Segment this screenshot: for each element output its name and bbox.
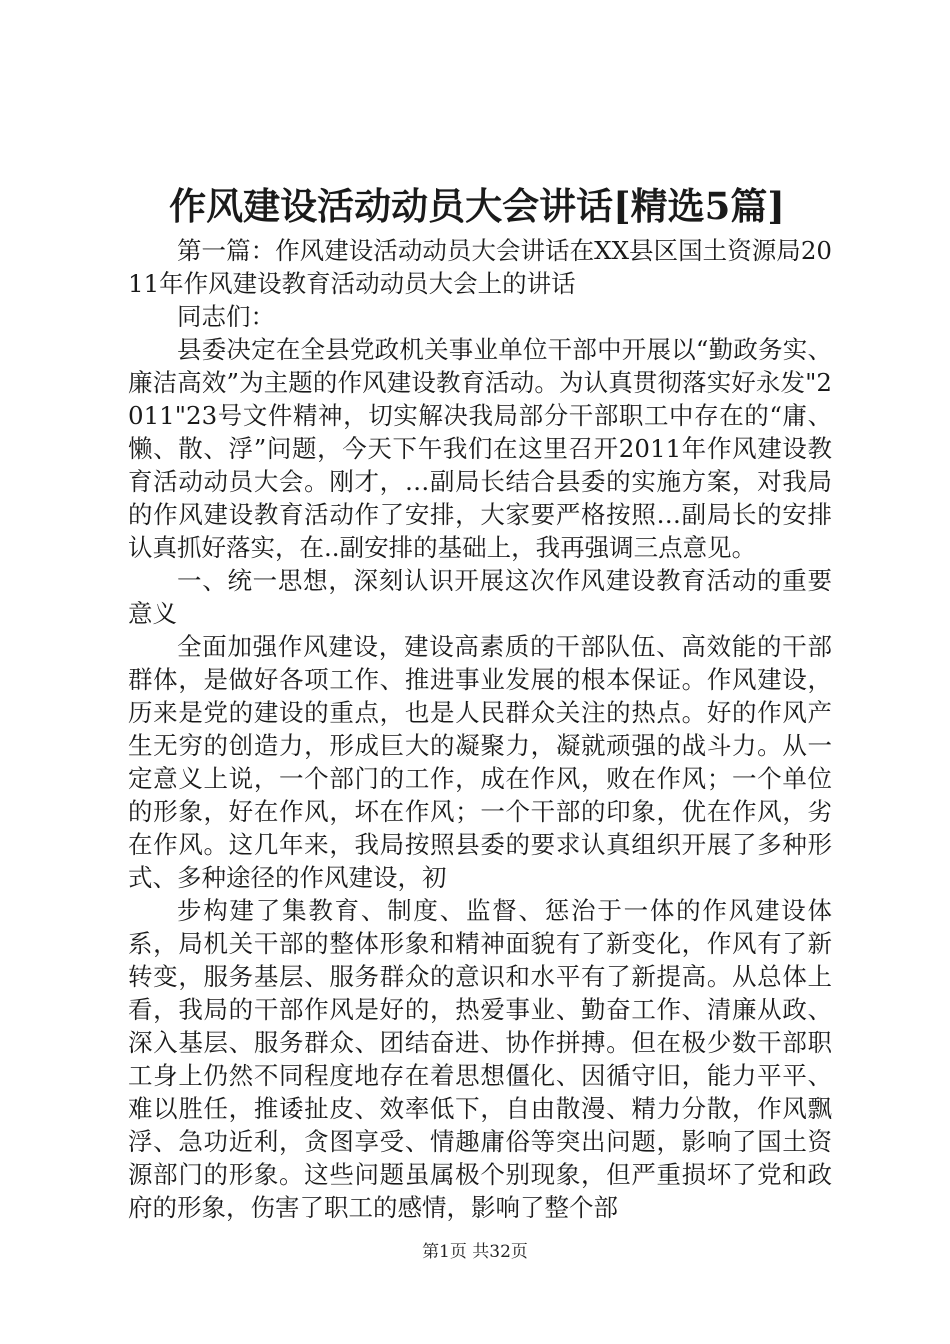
paragraph-6: 步构建了集教育、制度、监督、惩治于一体的作风建设体系，局机关干部的整体形象和精神面貌有了新变化，作风有了新转变，服务基层、服务群众的意识和水平有了新提高。从总体上看，我局的干部作风是好的，热爱事业、勤奋工作、清廉从政、深入基层、服务群众、团结奋进、协作拼搏。但在极少数干部职工身上仍然不同程度地存在着思想僵化、因循守旧，能力平平、难以胜任，推诿扯皮、效率低下，自由散漫、精力分散，作风飘浮、急功近利，贪图享受、情趣庸俗等突出问题，影响了国土资源部门的形象。这些问题虽属极个别现象，但严重损坏了党和政府的形象，伤害了职工的感情，影响了整个部 xyxy=(128,896,832,1222)
paragraph-2: 同志们： xyxy=(177,302,275,331)
paragraph-4: 一、统一思想，深刻认识开展这次作风建设教育活动的重要意义 xyxy=(128,566,832,628)
document-title: 作风建设活动动员大会讲话[精选5篇] xyxy=(169,184,785,228)
paragraph-1: 第一篇：作风建设活动动员大会讲话在XX县区国土资源局2011年作风建设教育活动动员大会上的讲话 xyxy=(128,236,832,298)
paragraph-3: 县委决定在全县党政机关事业单位干部中开展以“勤政务实、廉洁高效”为主题的作风建设教育活动。为认真贯彻落实好永发"2011"23号文件精神，切实解决我局部分干部职工中存在的“庸、懒、散、浮”问题，今天下午我们在这里召开2011年作风建设教育活动动员大会。刚才，…副局长结合县委的实施方案，对我局的作风建设教育活动作了安排，大家要严格按照…副局长的安排认真抓好落实，在..副安排的基础上，我再强调三点意见。 xyxy=(128,335,832,562)
document-page xyxy=(128,182,832,1224)
page-number-footer: 第1页 共32页 xyxy=(422,1242,528,1262)
document-body xyxy=(128,234,832,1224)
paragraph-5: 全面加强作风建设，建设高素质的干部队伍、高效能的干部群体，是做好各项工作、推进事业发展的根本保证。作风建设，历来是党的建设的重点，也是人民群众关注的热点。好的作风产生无穷的创造力，形成巨大的凝聚力，凝就顽强的战斗力。从一定意义上说，一个部门的工作，成在作风，败在作风；一个单位的形象，好在作风，坏在作风；一个干部的印象，优在作风，劣在作风。这几年来，我局按照县委的要求认真组织开展了多种形式、多种途径的作风建设，初 xyxy=(128,632,832,892)
